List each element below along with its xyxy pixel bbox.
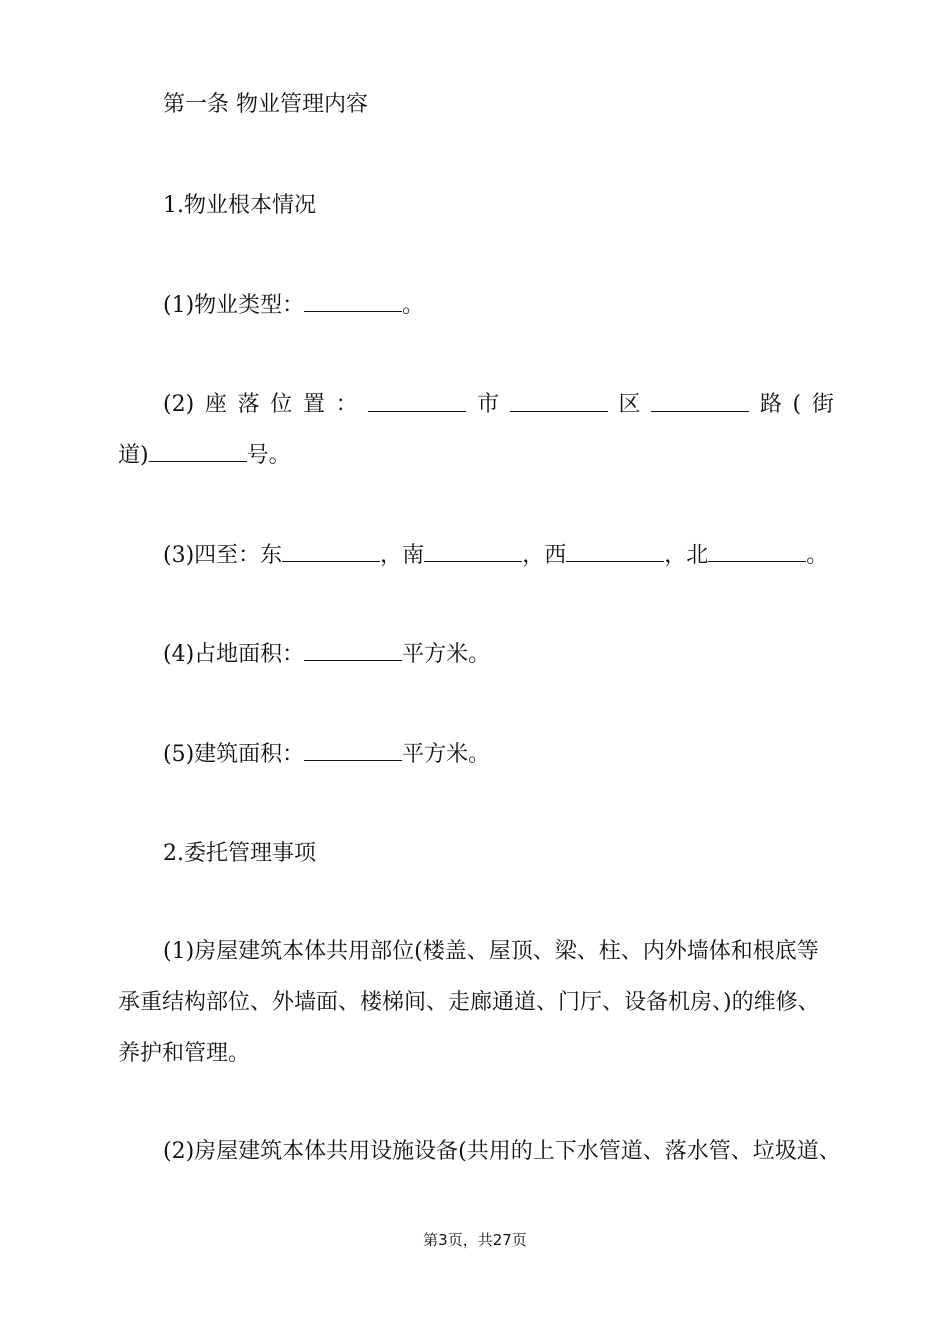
item2-location-line1 — [163, 393, 834, 417]
section2-heading: 2.委托管理事项 — [163, 841, 316, 866]
line2-end: 号。 — [246, 443, 291, 468]
number-blank — [149, 443, 247, 462]
item2-prefix-2: 落 — [237, 392, 260, 417]
para1-line1: (1)房屋建筑本体共用部位(楼盖、屋顶、梁、柱、内外墙体和根底等 — [163, 939, 819, 964]
item1-property-type — [163, 293, 834, 318]
para1-line3: 养护和管理。 — [118, 1041, 251, 1066]
page-footer: 第3页，共27页 — [423, 1231, 527, 1249]
south-blank — [424, 543, 522, 562]
city-blank — [368, 393, 466, 412]
item5-unit: 平方米。 — [402, 742, 491, 767]
item5-label: (5)建筑面积： — [163, 742, 305, 767]
district-blank — [510, 393, 608, 412]
line2-start: 道) — [118, 443, 149, 468]
para1-line2: 承重结构部位、外墙面、楼梯间、走廊通道、门厅、设备机房、)的维修、 — [118, 990, 820, 1015]
item4-label: (4)占地面积： — [163, 642, 305, 667]
item2-prefix-1: 座 — [204, 392, 227, 417]
item2-prefix-3: 位 — [270, 392, 293, 417]
item1-label: (1)物业类型： — [163, 293, 305, 318]
item1-end: 。 — [402, 293, 425, 318]
property-type-blank — [304, 293, 402, 312]
item2-prefix-0: (2) — [163, 392, 195, 417]
west-blank — [566, 543, 664, 562]
south-label: ，南 — [380, 543, 425, 568]
para2-line1: (2)房屋建筑本体共用设施设备(共用的上下水管道、落水管、垃圾道、 — [163, 1139, 841, 1164]
item2-prefix-5: ： — [335, 392, 358, 417]
item3-end: 。 — [806, 543, 829, 568]
east-blank — [282, 543, 380, 562]
item4-unit: 平方米。 — [402, 642, 491, 667]
item5-building-area — [163, 742, 834, 767]
item2-prefix-4: 置 — [302, 392, 325, 417]
paren-open: ( — [792, 392, 802, 417]
section1-heading: 1.物业根本情况 — [163, 193, 316, 218]
west-label: ，西 — [522, 543, 567, 568]
city-label: 市 — [477, 392, 500, 417]
article-title: 第一条 物业管理内容 — [163, 92, 368, 117]
north-label: ，北 — [664, 543, 709, 568]
road-label: 路 — [759, 392, 782, 417]
item3-label: (3)四至：东 — [163, 543, 283, 568]
street-label: 街 — [811, 392, 834, 417]
item3-boundaries — [163, 543, 834, 568]
building-area-blank — [304, 742, 402, 761]
item4-land-area — [163, 642, 834, 667]
road-blank — [651, 393, 749, 412]
north-blank — [708, 543, 806, 562]
land-area-blank — [304, 642, 402, 661]
item2-location-line2 — [118, 443, 834, 468]
district-label: 区 — [618, 392, 641, 417]
